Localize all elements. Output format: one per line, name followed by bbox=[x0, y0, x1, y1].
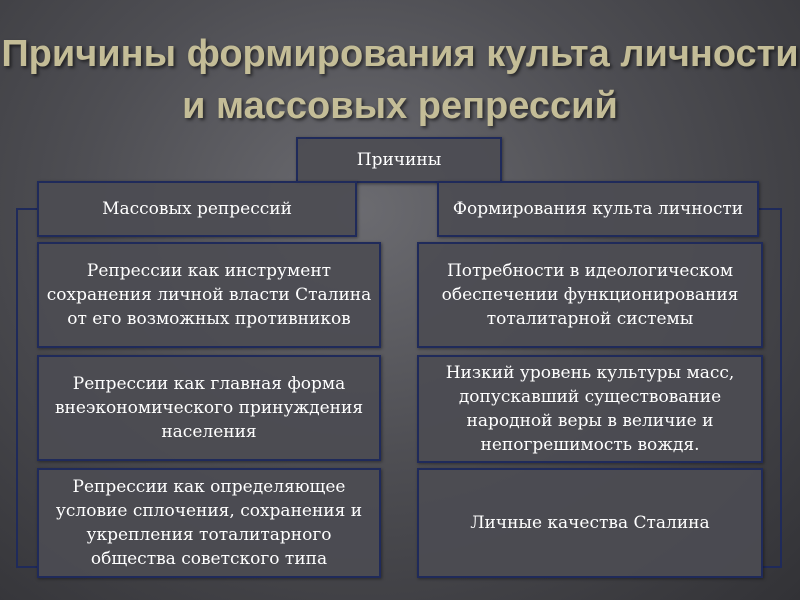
connector-left-bottom bbox=[16, 566, 38, 568]
left-header-box bbox=[37, 181, 357, 237]
left-item-2 bbox=[37, 355, 381, 461]
left-item-1 bbox=[37, 242, 381, 348]
connector-right-bottom bbox=[762, 566, 782, 568]
right-item-2 bbox=[417, 355, 763, 463]
connector-left-vertical bbox=[16, 208, 18, 568]
right-item-3 bbox=[417, 468, 763, 578]
right-item-2-text: Низкий уровень культуры масс, допускавший существование народной веры в величие и непогрешимость вождя. bbox=[445, 363, 735, 455]
left-item-3-text: Репрессии как определяющее условие сплочения, сохранения и укрепления тоталитарного общества советского типа bbox=[55, 477, 363, 569]
left-item-2-text: Репрессии как главная форма внеэкономического принуждения населения bbox=[54, 374, 364, 442]
right-item-1-text: Потребности в идеологическом обеспечении функционирования тоталитарной системы bbox=[441, 261, 739, 329]
right-item-3-text: Личные качества Сталина bbox=[470, 513, 710, 533]
right-item-1 bbox=[417, 242, 763, 348]
slide-title: Причины формирования культа личности и массовых репрессий bbox=[1, 33, 799, 127]
right-header-label: Формирования культа личности bbox=[452, 199, 744, 219]
connector-right-vertical bbox=[780, 208, 782, 568]
connector-right-top bbox=[758, 208, 782, 210]
root-label: Причины bbox=[356, 150, 442, 170]
connector-left-top bbox=[16, 208, 38, 210]
root-box bbox=[296, 137, 502, 183]
left-item-3 bbox=[37, 468, 381, 578]
left-item-1-text: Репрессии как инструмент сохранения личной власти Сталина от его возможных противников bbox=[46, 261, 372, 329]
left-header-label: Массовых репрессий bbox=[102, 199, 292, 219]
right-header-box bbox=[437, 181, 759, 237]
